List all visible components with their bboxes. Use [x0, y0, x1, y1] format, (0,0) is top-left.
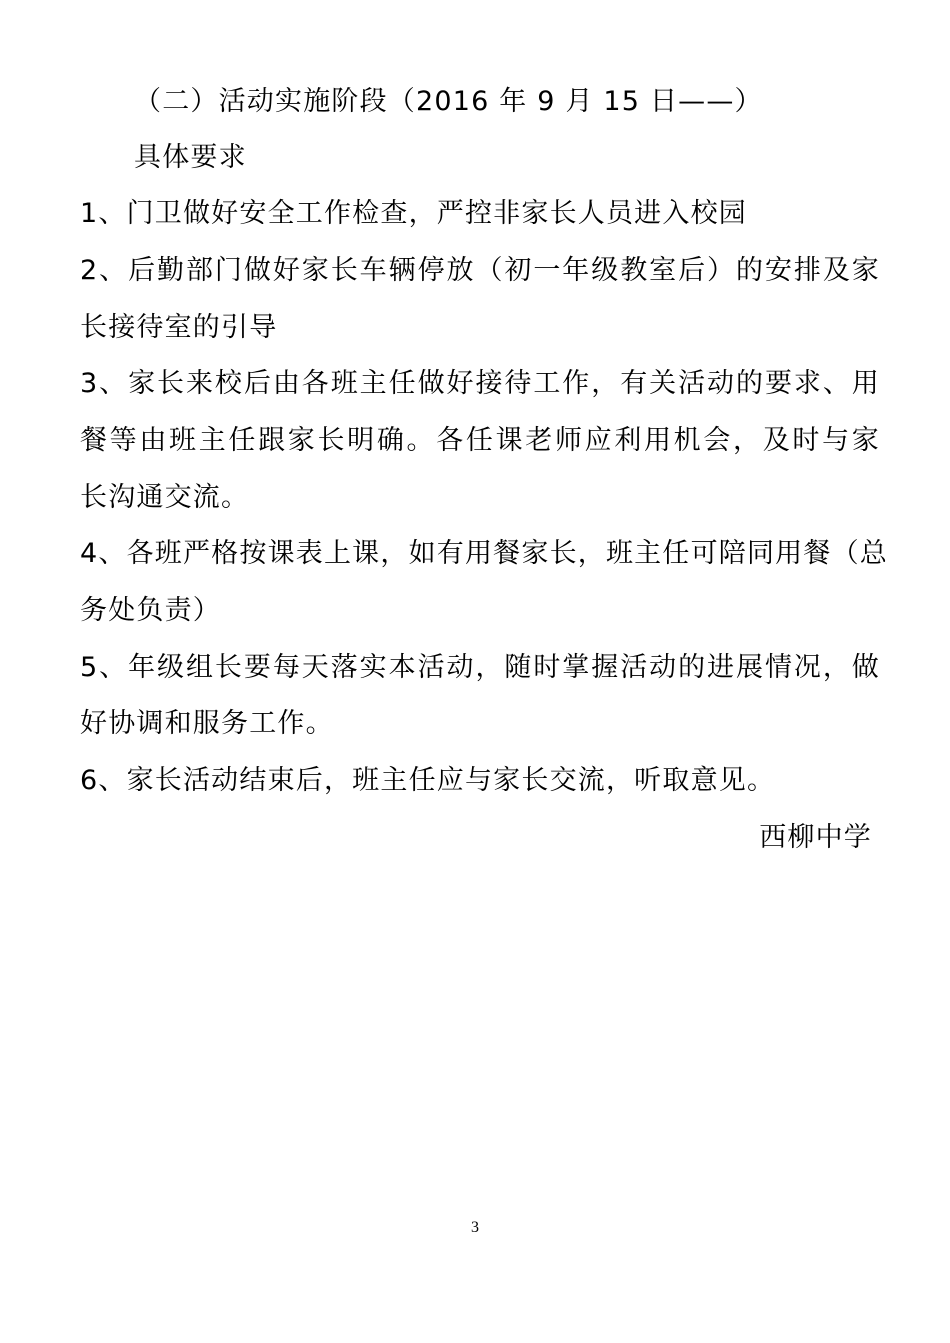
- item-6-line-1: 6、家长活动结束后，班主任应与家长交流，听取意见。: [80, 765, 776, 796]
- item-3-line-2: 餐等由班主任跟家长明确。各任课老师应利用机会，及时与家: [80, 425, 880, 456]
- item-2-line-2: 长接待室的引导: [80, 312, 278, 343]
- item-4-line-2: 务处负责）: [80, 595, 221, 626]
- subheading: 具体要求: [134, 142, 247, 173]
- signature: 西柳中学: [759, 822, 872, 853]
- page-number: 3: [471, 1219, 479, 1236]
- item-5-line-2: 好协调和服务工作。: [80, 708, 334, 739]
- section-heading: （二）活动实施阶段（2016 年 9 月 15 日——）: [134, 86, 763, 117]
- item-1-line-1: 1、门卫做好安全工作检查，严控非家长人员进入校园: [80, 198, 747, 229]
- item-5-line-1: 5、年级组长要每天落实本活动，随时掌握活动的进展情况，做: [80, 652, 880, 683]
- item-4-line-1: 4、各班严格按课表上课，如有用餐家长，班主任可陪同用餐（总: [80, 538, 888, 569]
- item-3-line-1: 3、家长来校后由各班主任做好接待工作，有关活动的要求、用: [80, 368, 880, 399]
- item-3-line-3: 长沟通交流。: [80, 482, 250, 513]
- item-2-line-1: 2、后勤部门做好家长车辆停放（初一年级教室后）的安排及家: [80, 255, 880, 286]
